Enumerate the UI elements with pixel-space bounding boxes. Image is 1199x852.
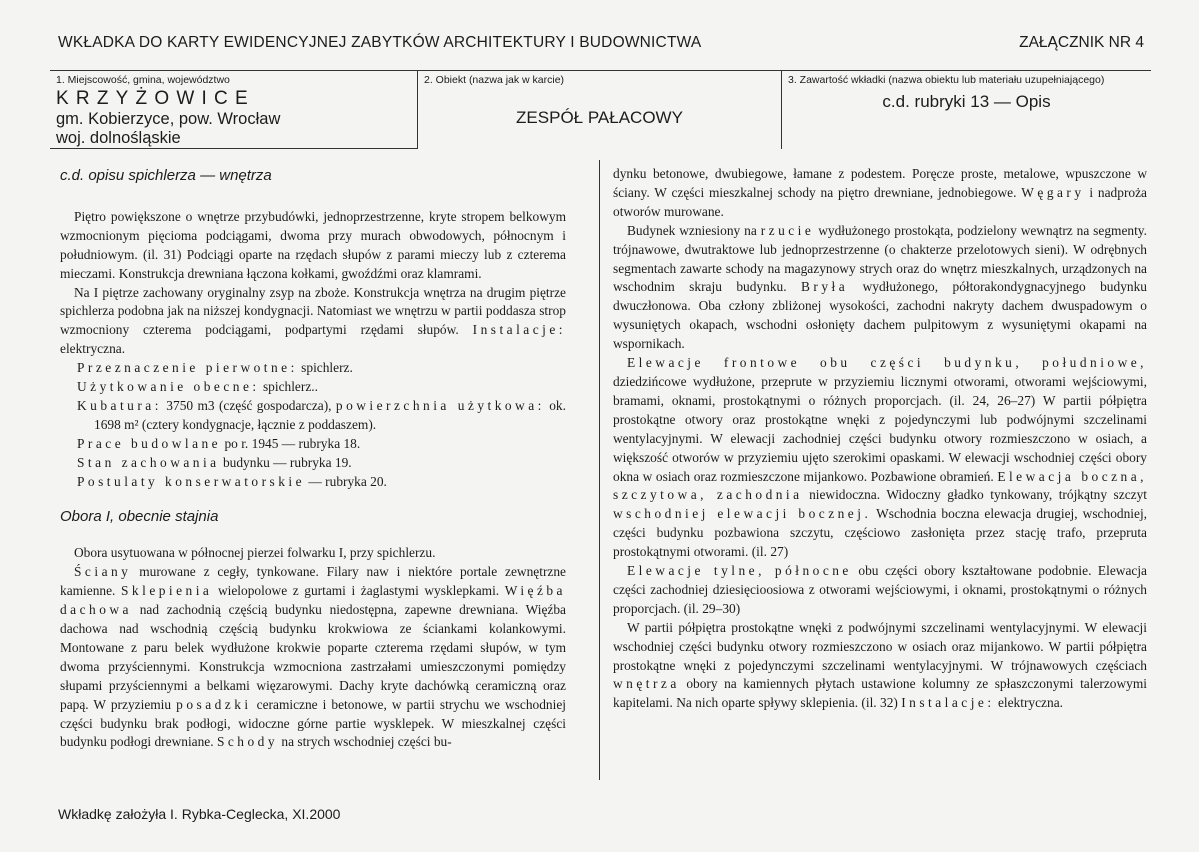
term: posadzki: [176, 696, 252, 712]
text: spichlerz.: [301, 360, 353, 376]
object-value: ZESPÓŁ PAŁACOWY: [516, 108, 683, 127]
paragraph: [613, 354, 1147, 562]
voivodeship-line: woj. dolnośląskie: [56, 129, 181, 147]
term: Ściany: [74, 564, 132, 580]
left-column: [60, 167, 566, 752]
list-item: [60, 435, 566, 454]
locality-name: KRZYŻOWICE: [56, 88, 255, 109]
municipality-line: gm. Kobierzyce, pow. Wrocław: [56, 110, 281, 128]
object-field: [417, 71, 782, 149]
text: wydłużonego, półtorakondygnacyjnego budynku dwuczłonowa. Oba człony zbliżonej wysokości, zachodni nakryty dachem dwuspadowym o wysuniętych okapach, wschodni osłonięty dachem pulpitowym z wysuniętymi okapami na wspornikach.: [613, 279, 1147, 352]
text: Na I piętrze zachowany oryginalny zsyp na zboże. Konstrukcja wnętrza na drugim piętrze spichlerza podobna jak na niższej kondygnacji. Natomiast we wnętrzu w partii poddasza strop wzmocniony czterema podciągami, podpartymi rzędami słupów.: [60, 284, 566, 338]
term: Więźba dachowa: [60, 583, 566, 618]
term: wschodniej elewacji bocznej.: [613, 506, 872, 522]
term: Sklepienia: [121, 583, 213, 599]
text: nad zachodnią częścią budynku niedostępna, zapewne drewniana. Więźba dachowa nad wschodnią częścią budynku krokwiowa ze ściankami kolankowymi. Montowane z paru belek wydłużone krokwie poparte czterema rzędami słupów, w tym dwoma przyściennymi. Konstrukcja wzmocniona zastrzałami umieszczonymi pomiędzy słupami przyściennymi a belkami więzarowymi. Dachy kryte dachówką ceramiczną oraz papą. W przyziemiu: [60, 602, 566, 712]
term: Schody: [216, 734, 279, 750]
content-field: [782, 71, 1151, 152]
author-footer: Wkładkę założyła I. Rybka-Ceglecka, XI.2000: [58, 806, 341, 822]
term: Bryła: [801, 279, 849, 295]
text: wielopolowe z gurtami i żaglastymi wysklepkami.: [217, 583, 500, 599]
text: dynku betonowe, dwubiegowe, łamane z podestem. Poręcze proste, metalowe, wpuszczone w ściany. W części mieszkalnej schody na piętro drewniane, jednobiegowe.: [613, 166, 1147, 200]
term: Przeznaczenie pierwotne:: [77, 360, 298, 376]
text: obu części obory kształtowane podobnie. Elewacja części zachodniej dziesięcioosiowa z otworami wejściowymi, i oknami, prostokątnymi o różnych proporcjach. (il. 29–30): [613, 563, 1147, 616]
text: i nadproża otworów murowane.: [613, 184, 1147, 219]
term: rzucie: [760, 222, 815, 238]
spacer: [60, 186, 566, 208]
paragraph: Piętro powiększone o wnętrze przybudówki, jednoprzestrzenne, kryte stropem belkowym wzmocnionym pięcioma podciągami, dwoma przy murach obwodowych, północnym i południowym. (il. 31) Podciągi oparte na rzędach słupów z parami mieczy lub z czterema mieczami. Konstrukcja drewniana łączona kołkami, gwoźdźmi oraz klamrami.: [60, 208, 566, 281]
column-divider: [599, 160, 600, 780]
object-label: 2. Obiekt (nazwa jak w karcie): [424, 74, 565, 86]
list-item: [60, 359, 566, 378]
paragraph: [613, 222, 1147, 354]
text: elektryczna.: [997, 695, 1063, 711]
term: Stan zachowania: [77, 454, 220, 470]
term: Postulaty konserwatorskie: [77, 473, 306, 489]
text: budynku — rubryka 19.: [222, 454, 352, 470]
text: Wschodnia boczna elewacja drugiej, wschodniej, części budynku pozbawiona szczytu, częściowo zasłonięta przez stację trafo, przeprutа prostokątnymi otworami. (il. 27): [613, 506, 1148, 560]
text: — rubryka 20.: [308, 473, 387, 489]
text: W partii półpiętra prostokątne wnęki z podwójnymi szczelinami wentylacyjnymi. W elewacji wschodniej części budynku otwory rozmieszczono w osiach oraz mijankowo. W partii półpiętra prostokątne wnęki z pojedynczymi szczelinami wentylacyjnymi. W trójnawowych częściach: [613, 619, 1147, 673]
paragraph: [60, 284, 566, 360]
right-column: [613, 165, 1147, 713]
paragraph: [613, 619, 1147, 714]
spacer: [60, 526, 566, 544]
text: niewidoczna. Widoczny gładko tynkowany, trójkątny szczyt: [809, 487, 1147, 503]
text: spichlerz..: [262, 379, 318, 395]
content-value: c.d. rubryki 13 — Opis: [882, 92, 1051, 111]
term: Elewacja boczna, szczytowa, zachodnia: [613, 468, 1147, 503]
list-item: [60, 378, 566, 397]
term: Instalacje:: [472, 322, 566, 338]
field-underline: [50, 148, 417, 149]
location-label: 1. Miejscowość, gmina, województwo: [56, 74, 230, 86]
paragraph: [60, 563, 566, 752]
text: ok. 1698 m² (cztery kondygnacje, łącznie z poddaszem).: [94, 397, 566, 432]
text: 3750 m3 (część gospodarcza),: [166, 397, 332, 413]
location-field: [50, 71, 417, 152]
text: murowane z cegły, tynkowane. Filary naw i niektóre portale zewnętrzne kamienne.: [60, 564, 566, 599]
text: na strych wschodniej części bu-: [281, 734, 452, 750]
section-heading-cowshed: Obora I, obecnie stajnia: [60, 507, 219, 525]
term: Instalacje:: [901, 695, 995, 711]
term: Użytkowanie obecne:: [77, 379, 260, 395]
content-label: 3. Zawartość wkładki (nazwa obiektu lub materiału uzupełniającego): [788, 74, 1105, 86]
term: Elewacje frontowe obu części budynku, południowe,: [627, 355, 1147, 371]
text: dziedzińcowe wydłużone, przeprute w przyziemiu licznymi otworami, otworami wejściowymi, bramami, oknami, prostokątnymi o różnych proporcjach. (il. 24, 26–27) W partii półpiętra prostokątne otwory oraz prostokątne wnęki z pojedynczymi lub podwójnymi szczelinami wentylacyjnymi. W elewacji zachodniej części budynku otwory rozmieszczono w osiach, a większość otworów w przyziemiu ujęto szerokimi opaskami. W elewacji wschodniej części obory okna w osiach oraz rozmieszczone mijankowo. Pozbawione obramień.: [613, 373, 1147, 484]
text: Budynek wzniesiony na: [627, 222, 757, 238]
term: wnętrza: [613, 676, 680, 692]
annex-number: ZAŁĄCZNIK NR 4: [1019, 34, 1144, 51]
term: powierzchnia użytkowa:: [335, 397, 545, 413]
term: Węgary: [1021, 184, 1085, 200]
text: elektryczna.: [60, 341, 126, 357]
list-item: [60, 397, 566, 435]
text: wydłużonego prostokąta, podzielony wewnątrz na segmenty. trójnawowe, dwutraktowe lub jednoprzestrzenne (o chakterze przelotowych sieni). W odrębnych segmentach zawarte schody na magazynowy strych oraz do wnętrz mieszkalnych, urządzonych na wschodnim skraju budynku.: [613, 222, 1147, 295]
form-title: WKŁADKA DO KARTY EWIDENCYJNEJ ZABYTKÓW ARCHITEKTURY I BUDOWNICTWA: [58, 34, 702, 51]
term: Kubatura:: [77, 397, 162, 413]
term: Elewacje tylne, północne: [627, 563, 852, 579]
spacer: [60, 492, 566, 508]
text: po r. 1945 — rubryka 18.: [224, 435, 361, 451]
section-heading-granary-interiors: c.d. opisu spichlerza — wnętrza: [60, 167, 272, 184]
list-item: [60, 454, 566, 473]
paragraph: [613, 165, 1147, 222]
list-item: [60, 473, 566, 492]
text: ceramiczne i betonowe, w partii strychu we wschodniej części budynku brak podłogi, widoczne górne partie wysklepek. W mieszkalnej części budynku podłogi drewniane.: [60, 696, 566, 750]
paragraph: [613, 562, 1147, 619]
term: Prace budowlane: [77, 435, 222, 451]
text: obory na kamiennych płytach ustawione kolumny ze spłaszczonymi talerzowymi kapitelami. Na nich oparte spływy sklepienia. (il. 32): [613, 676, 1147, 711]
header-fields: [50, 70, 1151, 152]
paragraph: Obora usytuowana w północnej pierzei folwarku I, przy spichlerzu.: [74, 545, 436, 561]
